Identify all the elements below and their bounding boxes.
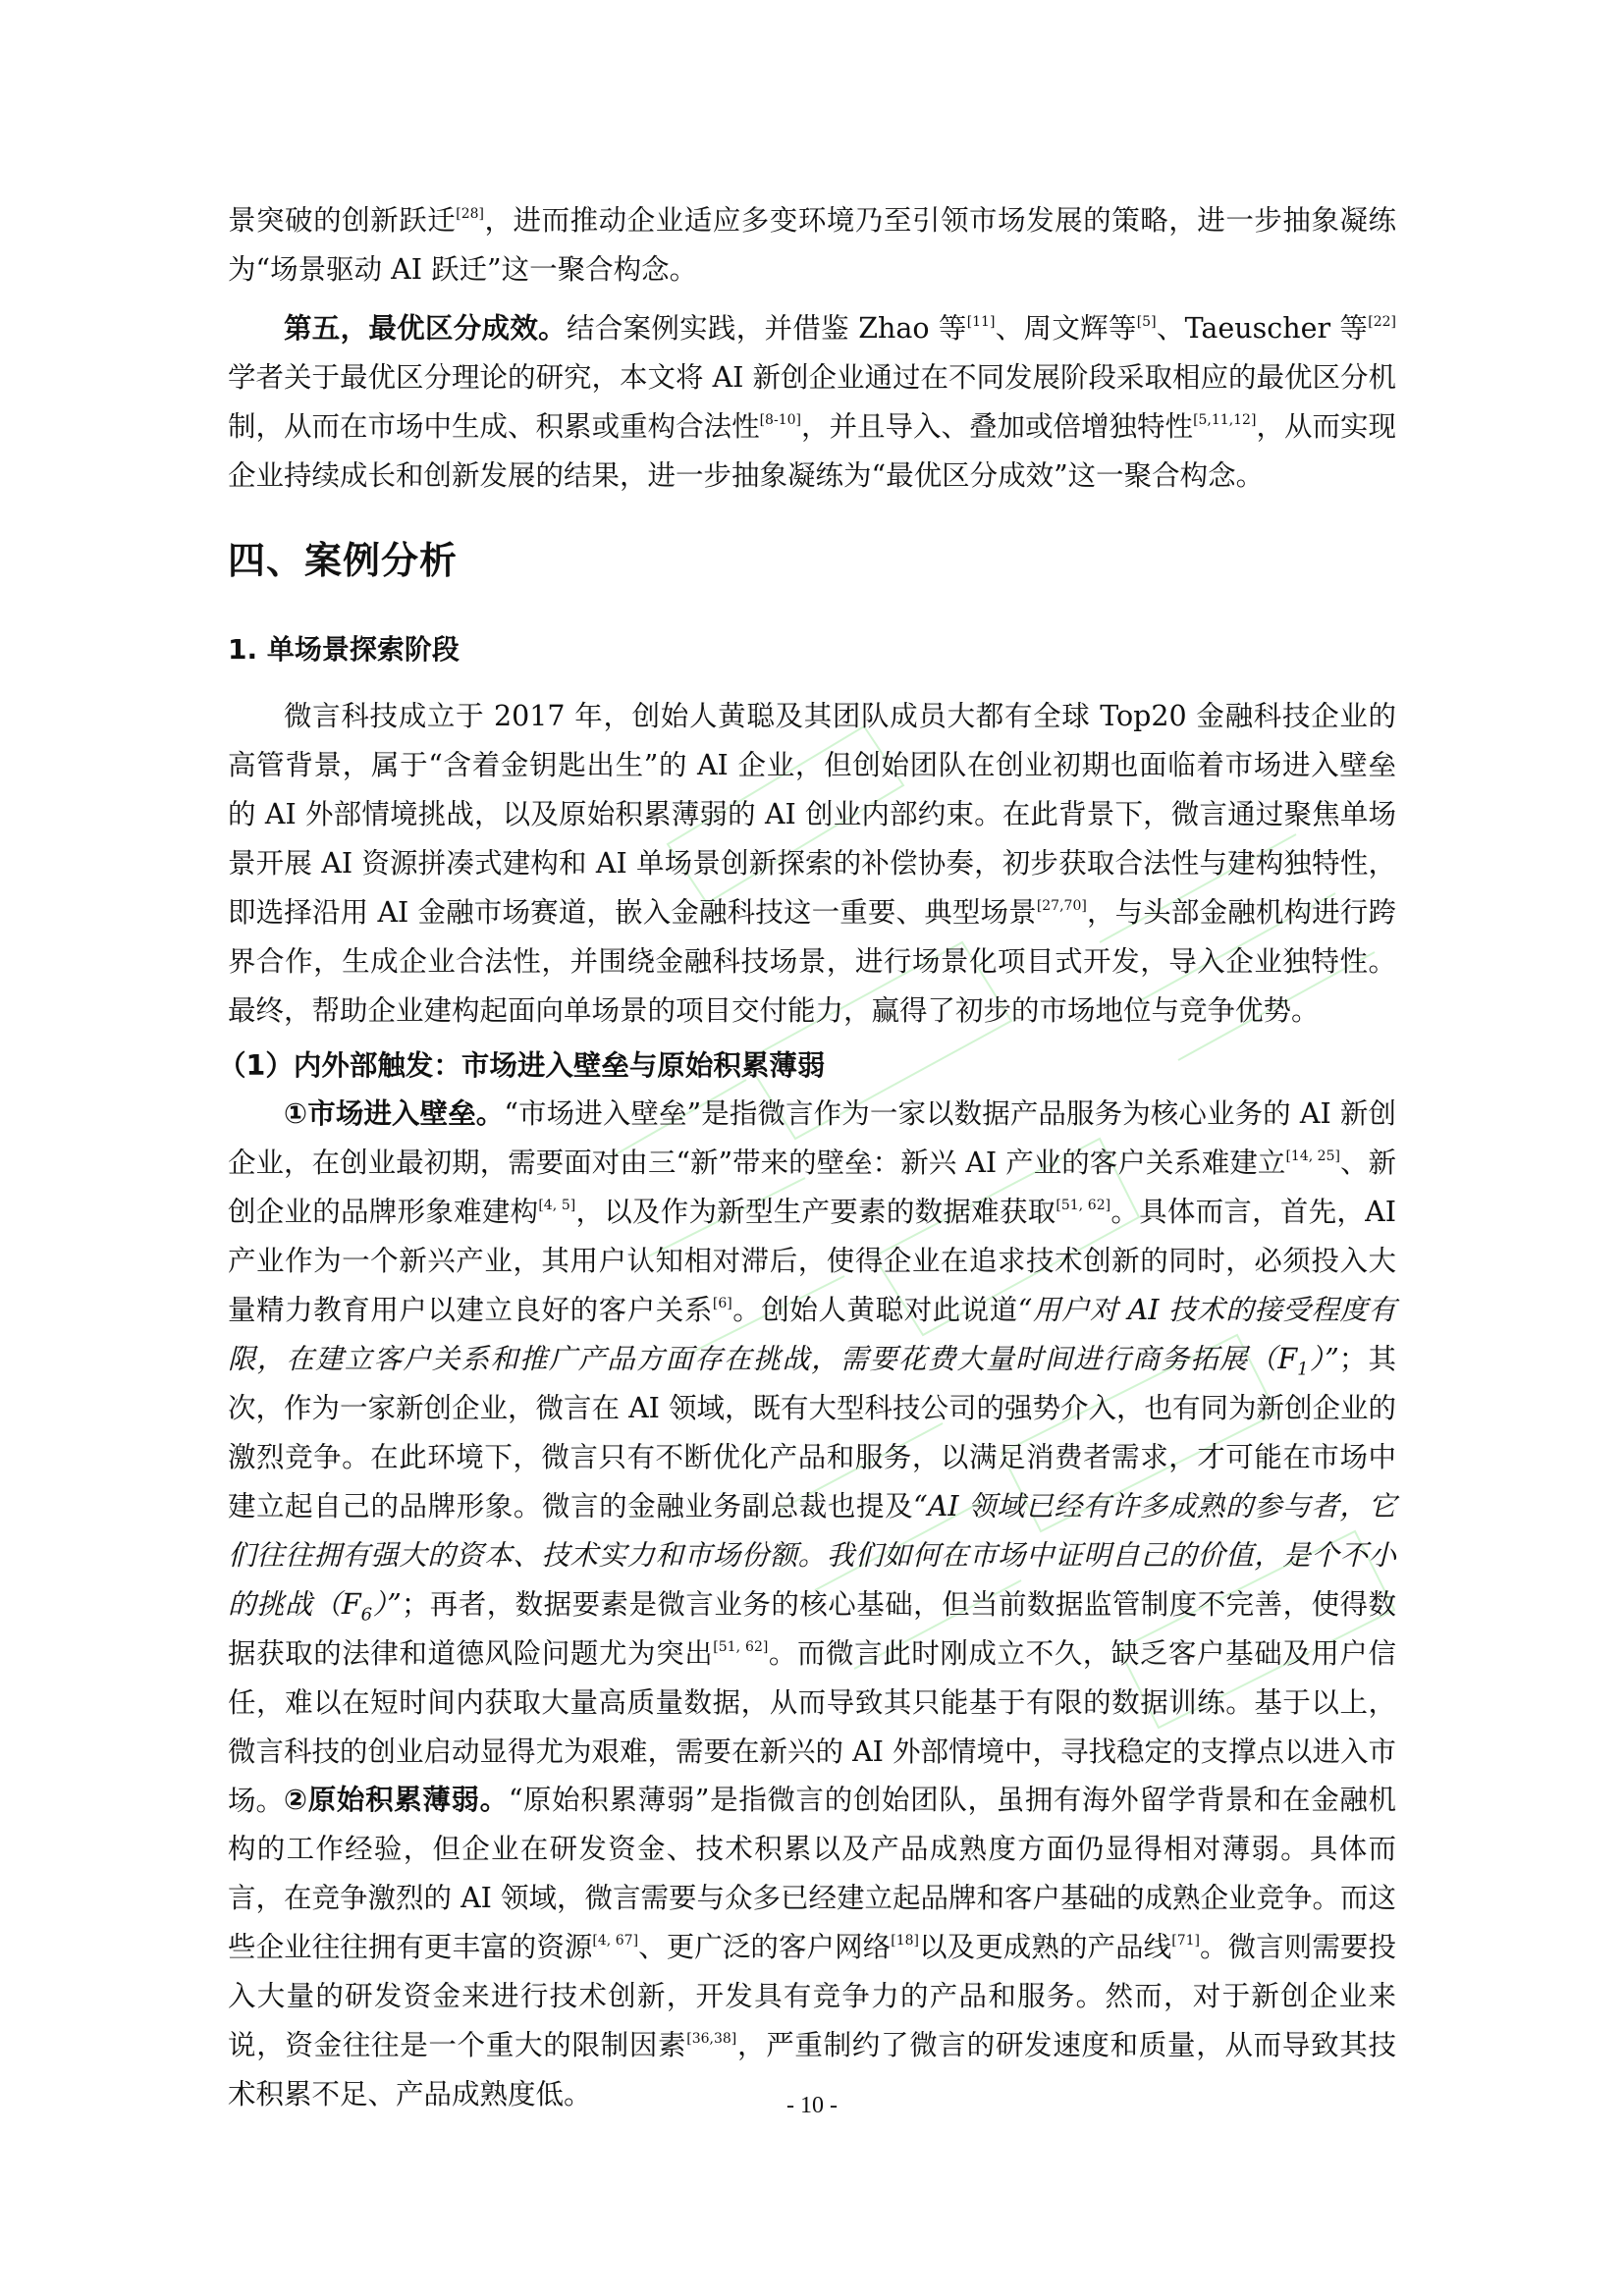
text: ，严重制约了微言的研发速度和质量，从而导致其技术积累不足、产品成熟度低。: [228, 2029, 1396, 2110]
citation: [8-10]: [759, 412, 801, 428]
paragraph-stage-overview: [228, 692, 1396, 1036]
text: 以及更成熟的产品线: [919, 1931, 1172, 1963]
paragraph-market-barrier: [228, 1090, 1396, 1826]
citation: [36,38]: [686, 2031, 737, 2047]
subsubsection-heading: （1）内外部触发：市场进入壁垒与原始积累薄弱: [218, 1049, 826, 1082]
paragraph-weak-accumulation: [228, 1776, 1396, 2119]
quote-text: “用户对 AI 技术的接受程度有限，在建立客户关系和推广产品方面存在挑战，需要花费大量时间进行商务拓展（F: [228, 1294, 1396, 1375]
section-heading: 四、案例分析: [228, 539, 459, 582]
citation: [4, 67]: [592, 1933, 639, 1949]
citation: [11]: [966, 314, 996, 330]
citation: [5]: [1136, 314, 1157, 330]
text: 微言科技成立于 2017 年，创始人黄聪及其团队成员大都有全球 Top20 金融科技企业的高管背景，属于“含着金钥匙出生”的 AI 企业，但创始团队在创业初期也面临着市场进入壁垒的 AI 外部情境挑战，以及原始积累薄弱的 AI 创业内部约束。在此背景下，微言通过聚焦单场景开展 AI 资源拼凑式建构和 AI 单场景创新探索的补偿协奏，初步获取合法性与建构独特性，即选择沿用 AI 金融市场赛道，嵌入金融科技这一重要、典型场景: [228, 700, 1396, 929]
paragraph-lead: 第五，最优区分成效。: [284, 312, 567, 345]
text: ，进而推动企业适应多变环境乃至引领市场发展的策略，进一步抽象凝练为“场景驱动 AI 跃迁”这一聚合构念。: [228, 204, 1396, 286]
text: 。创始人黄聪对此说道: [731, 1294, 1018, 1326]
text: 。而微言此时刚成立不久，缺乏客户基础及用户信任，难以在短时间内获取大量高质量数据，从而导致其只能基于有限的数据训练。基于以上，微言科技的创业启动显得尤为艰难，需要在新兴的 AI 外部情境中，寻找稳定的支撑点以进入市场。: [228, 1637, 1396, 1817]
subsection-heading: 1. 单场景探索阶段: [228, 633, 460, 666]
text: 、新创企业的品牌形象难建构: [228, 1147, 1396, 1228]
citation: [28]: [456, 206, 484, 222]
text: 。具体而言，首先，AI 产业作为一个新兴产业，其用户认知相对滞后，使得企业在追求技术创新的同时，必须投入大量精力教育用户以建立良好的客户关系: [228, 1196, 1396, 1326]
citation: [22]: [1368, 314, 1396, 330]
citation: [51, 62]: [713, 1639, 769, 1655]
text: 、周文辉等: [995, 312, 1137, 345]
paragraph-intro: [228, 196, 1396, 294]
citation: [14, 25]: [1285, 1148, 1340, 1164]
quote-subscript: 6: [360, 1604, 373, 1626]
text: 、Taeuscher 等: [1156, 312, 1369, 345]
citation: [6]: [712, 1296, 732, 1311]
quote-text: “AI 领域已经有许多成熟的参与者，它们往往拥有强大的资本、技术实力和市场份额。我们如何在市场中证明自己的价值，是个不小的挑战（F: [228, 1490, 1396, 1621]
text: 。微言则需要投入大量的研发资金来进行技术创新，开发具有竞争力的产品和服务。然而，对于新创企业来说，资金往往是一个重大的限制因素: [228, 1931, 1396, 2061]
citation: [18]: [891, 1933, 920, 1949]
quote-subscript: 1: [1297, 1359, 1309, 1380]
citation: [5,11,12]: [1193, 412, 1257, 428]
text: 、更广泛的客户网络: [638, 1931, 892, 1963]
paragraph-lead: ①市场进入壁垒。: [284, 1097, 505, 1130]
text: ，与头部金融机构进行跨界合作，生成企业合法性，并围绕金融科技场景，进行场景化项目式开发，导入企业独特性。最终，帮助企业建构起面向单场景的项目交付能力，赢得了初步的市场地位与竞争优势。: [228, 896, 1396, 1027]
text: 结合案例实践，并借鉴 Zhao 等: [566, 312, 967, 345]
text: ，从而实现企业持续成长和创新发展的结果，进一步抽象凝练为“最优区分成效”这一聚合构念。: [228, 410, 1396, 492]
citation: [71]: [1171, 1933, 1200, 1949]
text: “市场进入壁垒”是指微言作为一家以数据产品服务为核心业务的 AI 新创企业，在创业最初期，需要面对由三“新”带来的壁垒：新兴 AI 产业的客户关系难建立: [228, 1097, 1396, 1179]
page-number: - 10 -: [786, 2093, 838, 2118]
citation: [51, 62]: [1056, 1198, 1111, 1213]
text: 学者关于最优区分理论的研究，本文将 AI 新创企业通过在不同发展阶段采取相应的最优区分机制，从而在市场中生成、积累或重构合法性: [228, 361, 1396, 443]
citation: [27,70]: [1036, 898, 1087, 914]
quote-end: ）”: [1308, 1343, 1339, 1375]
text: ，并且导入、叠加或倍增独特性: [800, 410, 1194, 443]
text: ；其次，作为一家新创企业，微言在 AI 领域，既有大型科技公司的强势介入，也有同为新创企业的激烈竞争。在此环境下，微言只有不断优化产品和服务，以满足消费者需求，才可能在市场中建立起自己的品牌形象。微言的金融业务副总裁也提及: [228, 1343, 1396, 1522]
citation: [4, 5]: [538, 1198, 576, 1213]
text: ，以及作为新型生产要素的数据难获取: [575, 1196, 1056, 1228]
quote-end: ）”: [372, 1588, 402, 1621]
paragraph-lead: ②原始积累薄弱。: [284, 1784, 509, 1816]
text: 景突破的创新跃迁: [228, 204, 457, 237]
text: ；再者，数据要素是微言业务的核心基础，但当前数据监管制度不完善，使得数据获取的法律和道德风险问题尤为突出: [228, 1588, 1396, 1670]
paragraph-fifth: [228, 304, 1396, 501]
text: “原始积累薄弱”是指微言的创始团队，虽拥有海外留学背景和在金融机构的工作经验，但企业在研发资金、技术积累以及产品成熟度方面仍显得相对薄弱。具体而言，在竞争激烈的 AI 领域，微言需要与众多已经建立起品牌和客户基础的成熟企业竞争。而这些企业往往拥有更丰富的资源: [228, 1784, 1396, 1963]
